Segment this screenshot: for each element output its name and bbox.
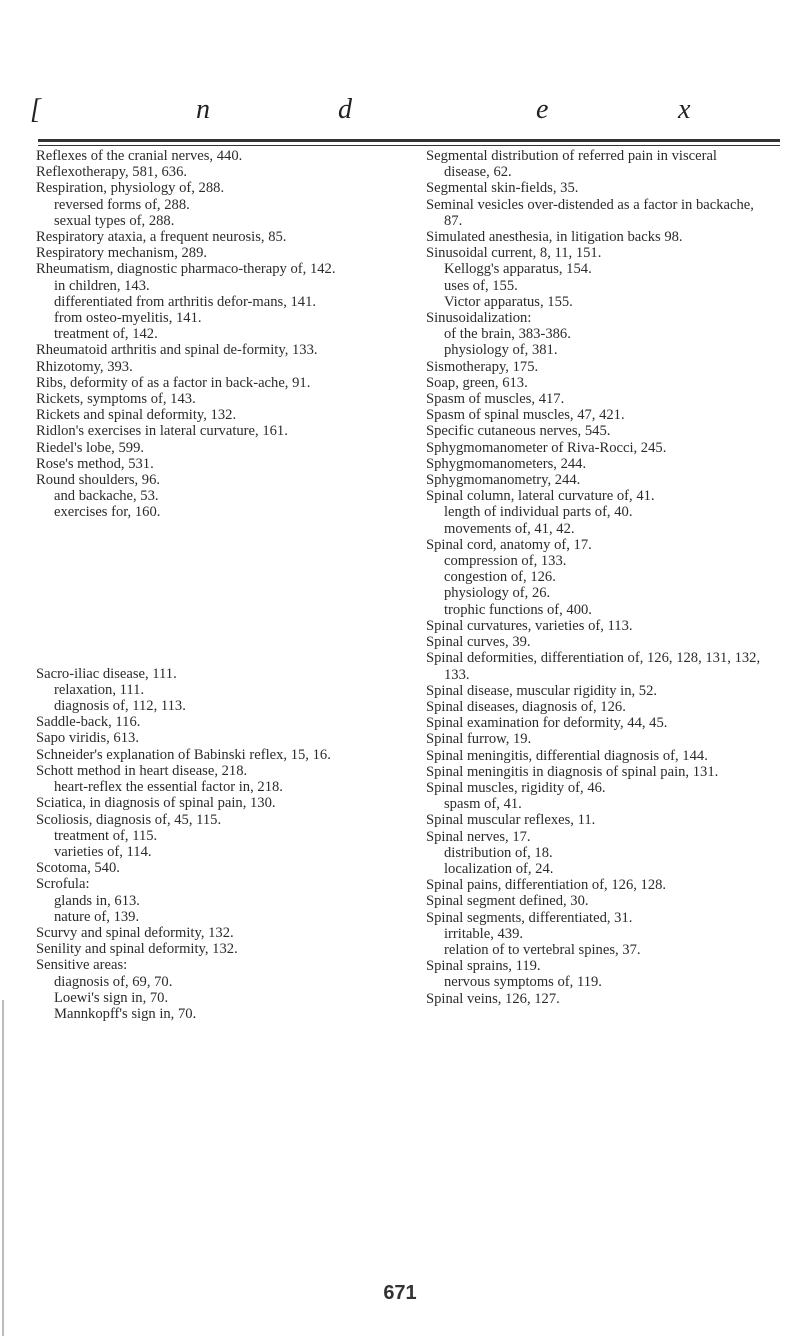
index-entry: Seminal vesicles over-distended as a factor in backache, 87. [426, 196, 754, 229]
index-subentry: heart-reflex the essential factor in, 218. [54, 779, 283, 796]
page-number: 671 [383, 1282, 417, 1304]
index-entry: Scoliosis, diagnosis of, 45, 115. [36, 811, 222, 828]
index-entry: Spinal furrow, 19. [426, 731, 532, 748]
index-subentry: compression of, 133. [444, 553, 567, 570]
page-edge-line [2, 1000, 4, 1336]
index-entry: Spinal sprains, 119. [426, 958, 541, 975]
index-entry: Sphygmomanometers, 244. [426, 455, 587, 472]
index-entry: Spinal segment defined, 30. [426, 893, 589, 910]
index-entry: Saddle-back, 116. [36, 714, 141, 731]
index-entry: Scrofula: [36, 876, 90, 893]
index-entry: Reflexes of the cranial nerves, 440. [36, 148, 243, 164]
index-entry: Sphygmomanometry, 244. [426, 472, 581, 489]
index-subentry: physiology of, 26. [444, 585, 551, 602]
index-entry: Spinal veins, 126, 127. [426, 990, 560, 1007]
index-group-r [36, 148, 371, 521]
index-entry: Soap, green, 613. [426, 374, 528, 391]
index-entry: Spinal deformities, differentiation of, 126, 128, 131, 132, 133. [426, 650, 761, 683]
index-entry: Spinal segments, differentiated, 31. [426, 909, 633, 926]
index-entry: Round shoulders, 96. [36, 472, 161, 489]
index-subentry: reversed forms of, 288. [54, 196, 190, 213]
index-subentry: in children, 143. [54, 277, 150, 294]
header-rule-thin [38, 145, 780, 146]
index-subentry: diagnosis of, 69, 70. [54, 973, 173, 990]
index-subentry: spasm of, 41. [444, 796, 522, 813]
header-letter: n [196, 94, 210, 125]
index-entry: Rose's method, 531. [36, 455, 154, 472]
index-subentry: movements of, 41, 42. [444, 520, 575, 537]
index-entry: Simulated anesthesia, in litigation backs 98. [426, 229, 683, 246]
index-subentry: of the brain, 383-386. [444, 326, 571, 343]
header-letter: d [338, 94, 352, 125]
index-entry: Spinal pains, differentiation of, 126, 128. [426, 877, 667, 894]
index-entry: Ridlon's exercises in lateral curvature, 161. [36, 423, 288, 440]
index-subentry: uses of, 155. [444, 277, 518, 294]
index-subentry: from osteo-myelitis, 141. [54, 310, 202, 327]
index-entry: Spinal examination for deformity, 44, 45. [426, 715, 668, 732]
header-letter: e [536, 94, 549, 125]
index-entry: Spinal meningitis, differential diagnosis of, 144. [426, 747, 708, 764]
index-entry: Spinal muscles, rigidity of, 46. [426, 779, 606, 796]
index-group-s [36, 666, 371, 1022]
index-entry: Sensitive areas: [36, 957, 128, 974]
index-subentry: treatment of, 142. [54, 326, 158, 343]
index-entry: Reflexotherapy, 581, 636. [36, 164, 188, 181]
index-subentry: exercises for, 160. [54, 504, 161, 521]
index-subentry: nature of, 139. [54, 908, 140, 925]
index-entry: Scotoma, 540. [36, 860, 120, 877]
index-entry: Specific cutaneous nerves, 545. [426, 423, 611, 440]
index-subentry: irritable, 439. [444, 925, 524, 942]
index-subentry: varieties of, 114. [54, 843, 152, 860]
index-entry: Spinal curves, 39. [426, 634, 531, 651]
index-subentry: sexual types of, 288. [54, 212, 175, 229]
index-column-right [426, 148, 761, 1007]
index-entry: Respiratory ataxia, a frequent neurosis, 85. [36, 229, 287, 246]
running-header [28, 94, 788, 134]
index-entry: Sinusoidal current, 8, 11, 151. [426, 245, 602, 262]
index-entry: Spinal cord, anatomy of, 17. [426, 536, 592, 553]
index-entry: Spinal nerves, 17. [426, 828, 531, 845]
index-entry: Sinusoidalization: [426, 310, 532, 327]
index-entry: Spasm of spinal muscles, 47, 421. [426, 407, 625, 424]
index-entry: Senility and spinal deformity, 132. [36, 941, 238, 958]
header-letter: [ [30, 94, 41, 125]
index-entry: Sismotherapy, 175. [426, 358, 539, 375]
index-entry: Spinal meningitis in diagnosis of spinal pain, 131. [426, 763, 719, 780]
index-entry: Spinal disease, muscular rigidity in, 52. [426, 682, 658, 699]
index-subentry: trophic functions of, 400. [444, 601, 592, 618]
index-entry: Rheumatoid arthritis and spinal de-formity, 133. [36, 342, 318, 359]
index-entry: Sciatica, in diagnosis of spinal pain, 130. [36, 795, 276, 812]
index-entry: Ribs, deformity of as a factor in back-ache, 91. [36, 374, 311, 391]
index-entry: Segmental distribution of referred pain in visceral disease, 62. [426, 148, 717, 181]
index-entry: Scurvy and spinal deformity, 132. [36, 924, 234, 941]
index-subentry: diagnosis of, 112, 113. [54, 698, 186, 715]
index-subentry: Victor apparatus, 155. [444, 293, 573, 310]
index-subentry: relation of to vertebral spines, 37. [444, 941, 641, 958]
index-entry: Schott method in heart disease, 218. [36, 762, 248, 779]
index-subentry: differentiated from arthritis defor-mans, 141. [54, 293, 317, 310]
index-entry: Spinal column, lateral curvature of, 41. [426, 488, 655, 505]
index-subentry: congestion of, 126. [444, 569, 556, 586]
index-entry: Spasm of muscles, 417. [426, 391, 565, 408]
index-entry: Rhizotomy, 393. [36, 358, 133, 375]
index-subentry: and backache, 53. [54, 488, 159, 505]
header-rule [38, 139, 780, 142]
index-entry: Sacro-iliac disease, 111. [36, 665, 177, 682]
index-entry: Spinal curvatures, varieties of, 113. [426, 617, 633, 634]
index-subentry: Loewi's sign in, 70. [54, 989, 169, 1006]
header-letter: x [678, 94, 691, 125]
index-entry: Respiration, physiology of, 288. [36, 180, 225, 197]
index-subentry: physiology of, 381. [444, 342, 558, 359]
index-subentry: treatment of, 115. [54, 827, 158, 844]
index-column-left [36, 148, 371, 1022]
index-entry: Schneider's explanation of Babinski reflex, 15, 16. [36, 746, 331, 763]
index-entry: Sphygmomanometer of Riva-Rocci, 245. [426, 439, 667, 456]
index-subentry: Mannkopff's sign in, 70. [54, 1005, 197, 1022]
index-entry: Spinal muscular reflexes, 11. [426, 812, 596, 829]
index-entry: Rickets, symptoms of, 143. [36, 391, 196, 408]
index-group-s-continued [426, 148, 761, 1007]
index-subentry: relaxation, 111. [54, 681, 145, 698]
index-entry: Segmental skin-fields, 35. [426, 180, 579, 197]
index-entry: Rheumatism, diagnostic pharmaco-therapy of, 142. [36, 261, 336, 278]
index-subentry: nervous symptoms of, 119. [444, 974, 602, 991]
index-entry: Sapo viridis, 613. [36, 730, 139, 747]
index-subentry: glands in, 613. [54, 892, 140, 909]
column-gap [36, 521, 371, 666]
index-entry: Respiratory mechanism, 289. [36, 245, 208, 262]
index-subentry: localization of, 24. [444, 860, 554, 877]
index-subentry: Kellogg's apparatus, 154. [444, 261, 592, 278]
index-entry: Rickets and spinal deformity, 132. [36, 407, 237, 424]
index-entry: Spinal diseases, diagnosis of, 126. [426, 698, 626, 715]
index-subentry: length of individual parts of, 40. [444, 504, 633, 521]
index-entry: Riedel's lobe, 599. [36, 439, 145, 456]
index-subentry: distribution of, 18. [444, 844, 553, 861]
